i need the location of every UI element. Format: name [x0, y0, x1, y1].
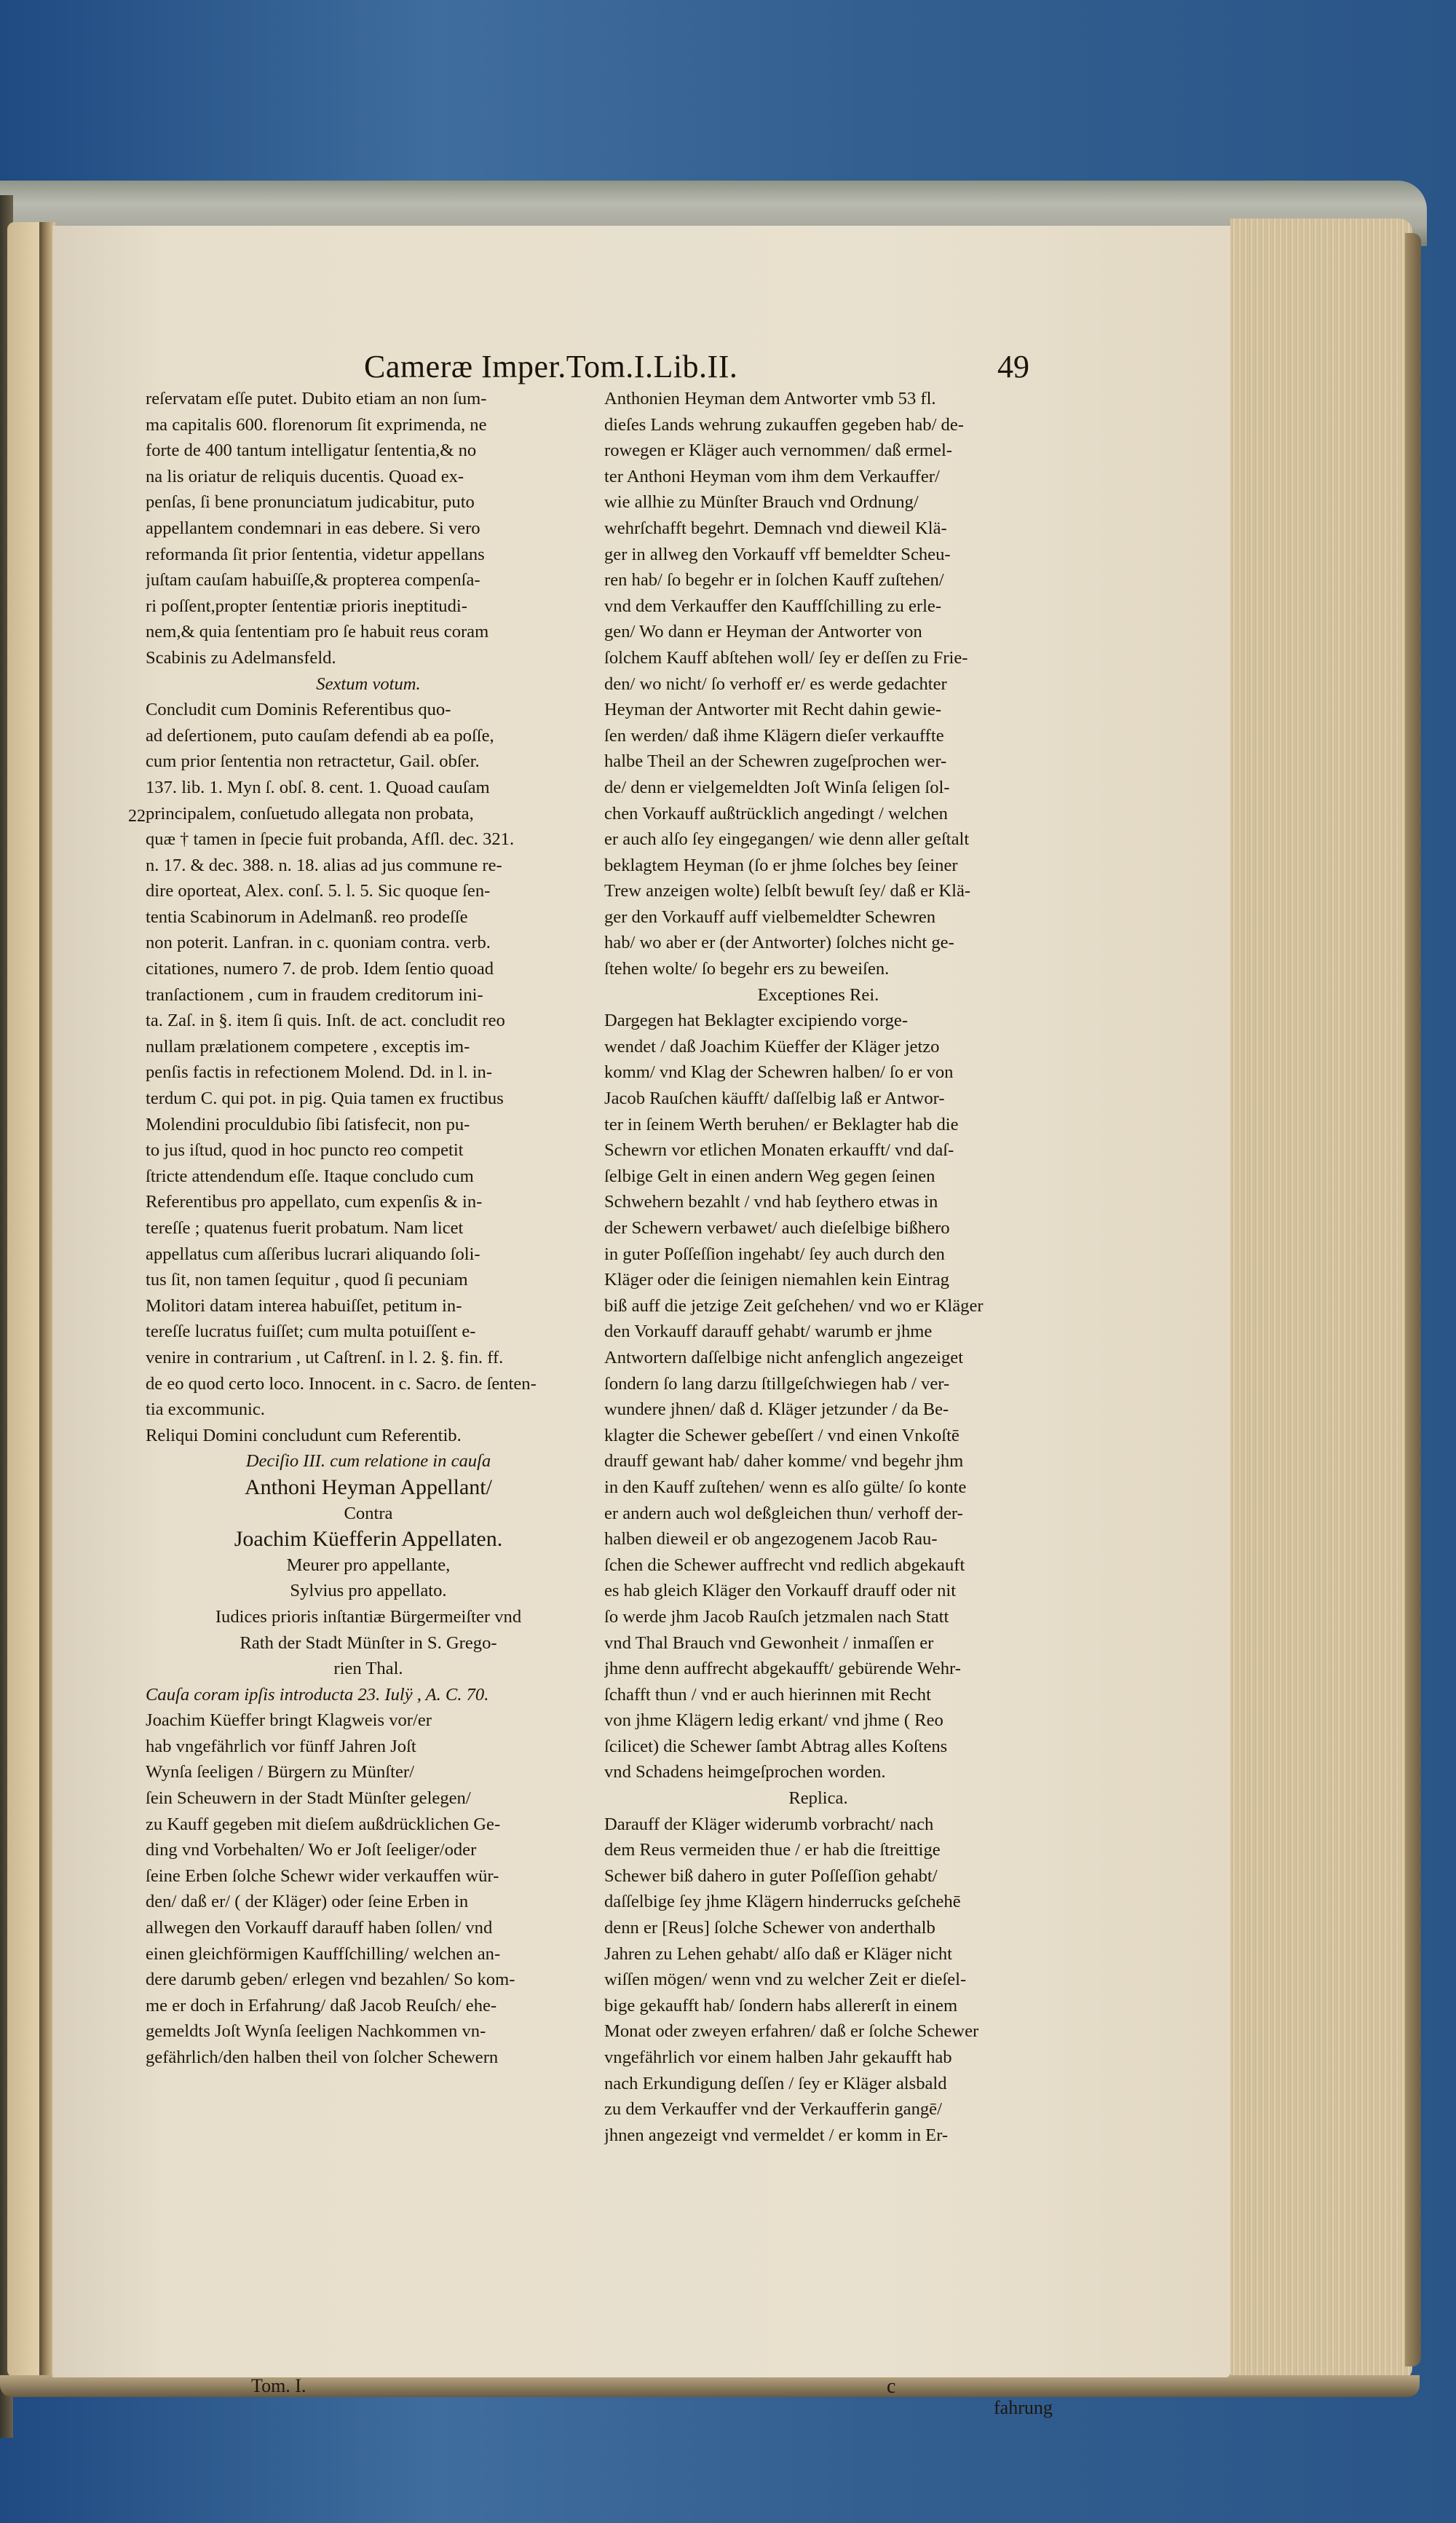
text-line: wehrſchafft begehrt. Demnach vnd dieweil Klä-	[604, 518, 947, 538]
text-line: non poterit. Lanfran. in c. quoniam contra. verb.	[146, 933, 491, 953]
text-line: ding vnd Vorbehalten/ Wo er Joſt ſeeliger/oder	[146, 1840, 477, 1860]
text-line: ter in ſeinem Werth beruhen/ er Beklagter hab die	[604, 1114, 959, 1134]
text-line: ſein Scheuwern in der Stadt Münſter gelegen/	[146, 1788, 471, 1809]
left-main-paragraph	[146, 697, 591, 1448]
text-line: Concludit cum Dominis Referentibus quo-	[146, 700, 451, 720]
text-line: Anthonien Heyman dem Antworter vmb 53 fl.	[604, 389, 936, 408]
text-line: Joachim Küeffer bringt Klagweis vor/er	[146, 1710, 432, 1731]
text-line: nach Erkundigung deſſen / ſey er Kläger alsbald	[604, 2073, 947, 2093]
text-line: terdum C. qui pot. in pig. Quia tamen ex fructibus	[146, 1089, 504, 1109]
text-line: bige gekaufft hab/ ſondern habs allererſt in einem	[604, 1995, 958, 2015]
causa-line: Cauſa coram ipſis introducta 23. Iulÿ , A. C. 70.	[146, 1684, 489, 1705]
text-line: einen gleichförmigen Kauffſchilling/ welchen an-	[146, 1943, 501, 1964]
text-line: ger den Vorkauff auff vielbemeldter Schewren	[604, 907, 936, 927]
text-line: cum prior ſententia non retractetur, Gail. obſer.	[146, 751, 480, 772]
book-bottom-edge	[0, 2375, 1420, 2397]
text-line: appellatus cum aſſeribus lucrari aliquando ſoli-	[146, 1244, 480, 1264]
text-line: hab vngefährlich vor fünff Jahren Joſt	[146, 1736, 416, 1756]
decisio-heading: Deciſio III. cum relatione in cauſa	[245, 1451, 491, 1472]
text-line: reformanda ſit prior ſententia, videtur appellans	[146, 544, 485, 564]
text-line: Jahren zu Lehen gehabt/ alſo daß er Kläger nicht	[604, 1943, 953, 1964]
text-line: tentia Scabinorum in Adelmanß. reo prodeſſe	[146, 907, 468, 927]
text-line: ren hab/ ſo begehr er in ſolchen Kauff zuſtehen/	[604, 570, 944, 591]
running-head: Cameræ Imper.Tom.I.Lib.II.	[364, 349, 738, 384]
text-line: den/ wo nicht/ ſo verhoff er/ es werde gedachter	[604, 674, 947, 694]
text-line: den Vorkauff darauff gehabt/ warumb er jhme	[604, 1322, 933, 1342]
text-line: ta. Zaſ. in §. item ſi quis. Inſt. de act. concludit reo	[146, 1011, 505, 1031]
text-line: rowegen er Kläger auch vernommen/ daß ermel-	[604, 441, 952, 461]
text-line: ad deſertionem, puto cauſam defendi ab ea poſſe,	[146, 725, 494, 746]
text-line: penſas, ſi bene pronunciatum judicabitur, puto	[146, 492, 475, 513]
judges-block	[146, 1604, 591, 1682]
text-line: de eo quod certo loco. Innocent. in c. Sacro. de ſenten-	[146, 1373, 537, 1394]
text-line: ri poſſent,propter ſententiæ prioris ineptitudi-	[146, 596, 467, 616]
text-line: halben dieweil er ob angezogenem Jacob Rau-	[604, 1529, 938, 1549]
text-line: ſelbige Gelt in einen andern Weg gegen ſeinen	[604, 1166, 935, 1186]
contra-label: Contra	[344, 1503, 393, 1523]
text-line: me er doch in Erfahrung/ daß Jacob Reuſch/ ehe-	[146, 1995, 497, 2015]
text-line: Heyman der Antworter mit Recht dahin gewie-	[604, 700, 942, 720]
text-line: denn er [Reus] ſolche Schewer von anderthalb	[604, 1918, 935, 1938]
text-line: vnd Schadens heimgeſprochen worden.	[604, 1762, 886, 1782]
text-line: Jacob Rauſchen käufft/ daſſelbig laß er Antwor-	[604, 1089, 945, 1109]
fore-edge-shadow	[1405, 233, 1421, 2366]
text-line: nullam prælationem competere , exceptis im-	[146, 1036, 470, 1057]
text-line: Monat oder zweyen erfahren/ daß er ſolche Schewer	[604, 2021, 979, 2042]
text-line: Kläger oder die ſeinigen niemahlen kein Eintrag	[604, 1270, 949, 1290]
counsel-appellant: Meurer pro appellante,	[286, 1555, 451, 1575]
text-line: Darauff der Kläger widerumb vorbracht/ nach	[604, 1814, 934, 1834]
text-line: er andern auch wol deßgleichen thun/ verhoff der-	[604, 1503, 963, 1523]
text-line: jhnen angezeigt vnd vermeldet / er komm in Er-	[604, 2125, 949, 2145]
text-line: venire in contrarium , ut Caſtrenſ. in l. 2. §. fin. ff.	[146, 1347, 504, 1367]
replica-heading: Replica.	[788, 1788, 848, 1809]
text-line: daſſelbige ſey jhme Klägern hinderrucks geſchehē	[604, 1892, 961, 1912]
text-line: reſervatam eſſe putet. Dubito etiam an non ſum-	[146, 389, 487, 408]
text-line: ger in allweg den Vorkauff vff bemeldter Scheu-	[604, 544, 951, 564]
text-line: gefährlich/den halben theil von ſolcher Schewern	[146, 2048, 499, 2067]
text-line: dere darumb geben/ erlegen vnd bezahlen/ So kom-	[146, 1970, 515, 1990]
text-line: ſchafft thun / vnd er auch hierinnen mit Recht	[604, 1684, 931, 1705]
text-line: ſcilicet) die Schewer ſambt Abtrag alles Koſtens	[604, 1736, 948, 1756]
text-line: principalem, conſuetudo allegata non probata,	[146, 803, 474, 824]
left-column	[146, 386, 591, 2071]
text-line: von jhme Klägern ledig erkant/ vnd jhme ( Reo	[604, 1710, 943, 1731]
text-line: beklagtem Heyman (ſo er jhme ſolches bey ſeiner	[604, 855, 958, 875]
text-line: Scabinis zu Adelmansfeld.	[146, 647, 336, 668]
text-line: vnd dem Verkauffer den Kauffſchilling zu erle-	[604, 596, 942, 616]
text-line: de/ denn er vielgemeldten Joſt Winſa ſeligen ſol-	[604, 777, 950, 797]
text-line: tus ſit, non tamen ſequitur , quod ſi pecuniam	[146, 1270, 468, 1290]
text-line: 137. lib. 1. Myn ſ. obſ. 8. cent. 1. Quoad cauſam	[146, 777, 490, 797]
text-line: zu dem Verkauffer vnd der Verkaufferin gangē/	[604, 2099, 942, 2120]
text-line: to jus iſtud, quod in hoc puncto reo competit	[146, 1140, 464, 1161]
exceptiones-paragraph	[604, 1008, 1032, 1785]
text-line: tereſſe ; quatenus fuerit probatum. Nam licet	[146, 1218, 464, 1238]
counsel-appellee: Sylvius pro appellato.	[290, 1581, 447, 1601]
page-fore-edge	[1230, 218, 1412, 2381]
volume-mark: Tom. I.	[251, 2375, 306, 2396]
text-line: komm/ vnd Klag der Schewren halben/ ſo er von	[604, 1062, 954, 1083]
text-line: ſtricte attendendum eſſe. Itaque concludo cum	[146, 1166, 474, 1186]
text-line: den/ daß er/ ( der Kläger) oder ſeine Erben in	[146, 1892, 469, 1912]
text-line: ſo werde jhm Jacob Rauſch jetzmalen nach Statt	[604, 1606, 949, 1627]
text-line: zu Kauff gegeben mit dieſem außdrücklichen Ge-	[146, 1814, 501, 1834]
text-line: in den Kauff zuſtehen/ wenn es alſo gülte/ ſo konte	[604, 1477, 967, 1497]
text-line: jhme denn auffrecht abgekaufft/ gebürende Wehr-	[604, 1659, 961, 1679]
right-opening-paragraph	[604, 386, 1032, 982]
facing-page-edge	[7, 222, 42, 2377]
text-line: Molitori datam interea habuiſſet, petitum in-	[146, 1295, 462, 1316]
text-line: Dargegen hat Beklagter excipiendo vorge-	[604, 1011, 909, 1031]
text-line: Trew anzeigen wolte) ſelbſt bewuſt ſey/ daß er Klä-	[604, 881, 971, 901]
text-line: Schewer biß dahero in guter Poſſeſſion gehabt/	[604, 1865, 938, 1886]
text-line: quæ † tamen in ſpecie fuit probanda, Afſl. dec. 321.	[146, 829, 515, 850]
party-appellant: Anthoni Heyman Appellant/	[245, 1474, 492, 1499]
text-line: wie allhie zu Münſter Brauch vnd Ordnung/	[604, 492, 919, 513]
text-line: er auch alſo ſey eingegangen/ wie denn aller geſtalt	[604, 829, 970, 850]
margin-number: 22	[128, 807, 146, 826]
right-column	[604, 386, 1032, 2148]
signature-mark: c	[887, 2375, 896, 2398]
text-line: chen Vorkauff außtrücklich angedingt / welchen	[604, 803, 948, 824]
text-line: wendet / daß Joachim Küeffer der Kläger jetzo	[604, 1036, 940, 1057]
text-line: ſeine Erben ſolche Schewr wider verkauffen wür-	[146, 1865, 499, 1886]
text-line: gen/ Wo dann er Heyman der Antworter von	[604, 622, 922, 642]
text-line: dieſes Lands wehrung zukauffen gegeben hab/ de-	[604, 414, 964, 435]
text-line: es hab gleich Kläger den Vorkauff drauff oder nit	[604, 1581, 957, 1601]
catchword: fahrung	[994, 2397, 1053, 2418]
text-line: drauff gewant hab/ daher komme/ vnd begehr jhm	[604, 1451, 964, 1472]
text-line: appellantem condemnari in eas debere. Si vero	[146, 518, 480, 538]
text-line: ſolchem Kauff abſtehen woll/ ſey er deſſen zu Frie-	[604, 647, 968, 668]
text-line: ter Anthoni Heyman vom ihm dem Verkauffer/	[604, 466, 940, 486]
text-line: ſondern ſo lang darzu ſtillgeſchwiegen hab / ver-	[604, 1373, 950, 1394]
text-line: allwegen den Vorkauff darauff haben ſollen/ vnd	[146, 1918, 493, 1938]
text-line: juſtam cauſam habuiſſe,& propterea compenſa-	[146, 570, 480, 591]
text-line: ſtehen wolte/ ſo begehr ers zu beweiſen.	[604, 959, 890, 979]
replica-paragraph	[604, 1812, 1032, 2149]
text-line: biß auff die jetzige Zeit geſchehen/ vnd wo er Kläger	[604, 1295, 984, 1316]
exceptiones-heading: Exceptiones Rei.	[757, 984, 879, 1005]
text-line: tereſſe lucratus fuiſſet; cum multa potuiſſent e-	[146, 1322, 476, 1342]
text-line: rien Thal.	[333, 1659, 403, 1679]
text-line: ma capitalis 600. florenorum ſit exprimenda, ne	[146, 414, 487, 435]
text-line: Molendini proculdubio ſibi ſatisfecit, non pu-	[146, 1114, 470, 1134]
text-line: vnd Thal Brauch vnd Gewonheit / inmaſſen er	[604, 1632, 934, 1653]
text-line: in guter Poſſeſſion ingehabt/ ſey auch durch den	[604, 1244, 945, 1264]
text-line: Wynſa ſeeligen / Bürgern zu Münſter/	[146, 1762, 414, 1782]
party-appellee: Joachim Küefferin Appellaten.	[234, 1527, 503, 1552]
text-line: forte de 400 tantum intelligatur ſententia,& no	[146, 441, 477, 461]
text-line: Reliqui Domini concludunt cum Referentib.	[146, 1425, 462, 1445]
left-german-paragraph	[146, 1707, 591, 2070]
text-line: nem,& quia ſententiam pro ſe habuit reus coram	[146, 622, 489, 642]
text-line: ſen werden/ daß ihme Klägern dieſer verkauffte	[604, 725, 944, 746]
text-line: dem Reus vermeiden thue / er hab die ſtreittige	[604, 1840, 941, 1860]
text-line: citationes, numero 7. de prob. Idem ſentio quoad	[146, 959, 494, 979]
text-line: Schwehern bezahlt / vnd hab ſeythero etwas in	[604, 1192, 938, 1212]
text-line: Rath der Stadt Münſter in S. Grego-	[240, 1632, 497, 1653]
text-line: Schewrn vor etlichen Monaten erkaufft/ vnd daſ-	[604, 1140, 954, 1161]
text-line: n. 17. & dec. 388. n. 18. alias ad jus commune re-	[146, 855, 502, 875]
text-line: wundere jhnen/ daß d. Kläger jetzunder / da Be-	[604, 1399, 949, 1420]
text-line: Iudices prioris inſtantiæ Bürgermeiſter vnd	[215, 1606, 522, 1627]
folio-number: 49	[997, 349, 1029, 384]
text-line: gemeldts Joſt Wynſa ſeeligen Nachkommen vn-	[146, 2021, 486, 2042]
text-line: Referentibus pro appellato, cum expenſis & in-	[146, 1192, 483, 1212]
text-line: klagter die Schewer gebeſſert / vnd einen Vnkoſtē	[604, 1425, 960, 1445]
text-line: tia excommunic.	[146, 1399, 265, 1420]
text-line: na lis oriatur de reliquis ducentis. Quoad ex-	[146, 466, 464, 486]
text-line: dire oporteat, Alex. conſ. 5. l. 5. Sic quoque ſen-	[146, 881, 491, 901]
left-opening-paragraph	[146, 386, 591, 671]
text-line: wiſſen mögen/ wenn vnd zu welcher Zeit er dieſel-	[604, 1970, 967, 1990]
section-heading-sextum: Sextum votum.	[316, 674, 421, 694]
text-line: Antwortern daſſelbige nicht anfenglich angezeiget	[604, 1347, 964, 1367]
text-line: hab/ wo aber er (der Antworter) ſolches nicht ge-	[604, 933, 954, 953]
text-line: ſchen die Schewer auffrecht vnd redlich abgekauft	[604, 1555, 965, 1575]
text-line: penſis factis in refectionem Molend. Dd. in l. in-	[146, 1062, 493, 1083]
text-line: tranſactionem , cum in fraudem creditorum ini-	[146, 984, 483, 1005]
text-line: der Schewern verbawet/ auch dieſelbige bißhero	[604, 1218, 950, 1238]
text-line: halbe Theil an der Schewren zugeſprochen wer-	[604, 751, 947, 772]
text-line: vngefährlich vor einem halben Jahr gekaufft hab	[604, 2048, 952, 2067]
